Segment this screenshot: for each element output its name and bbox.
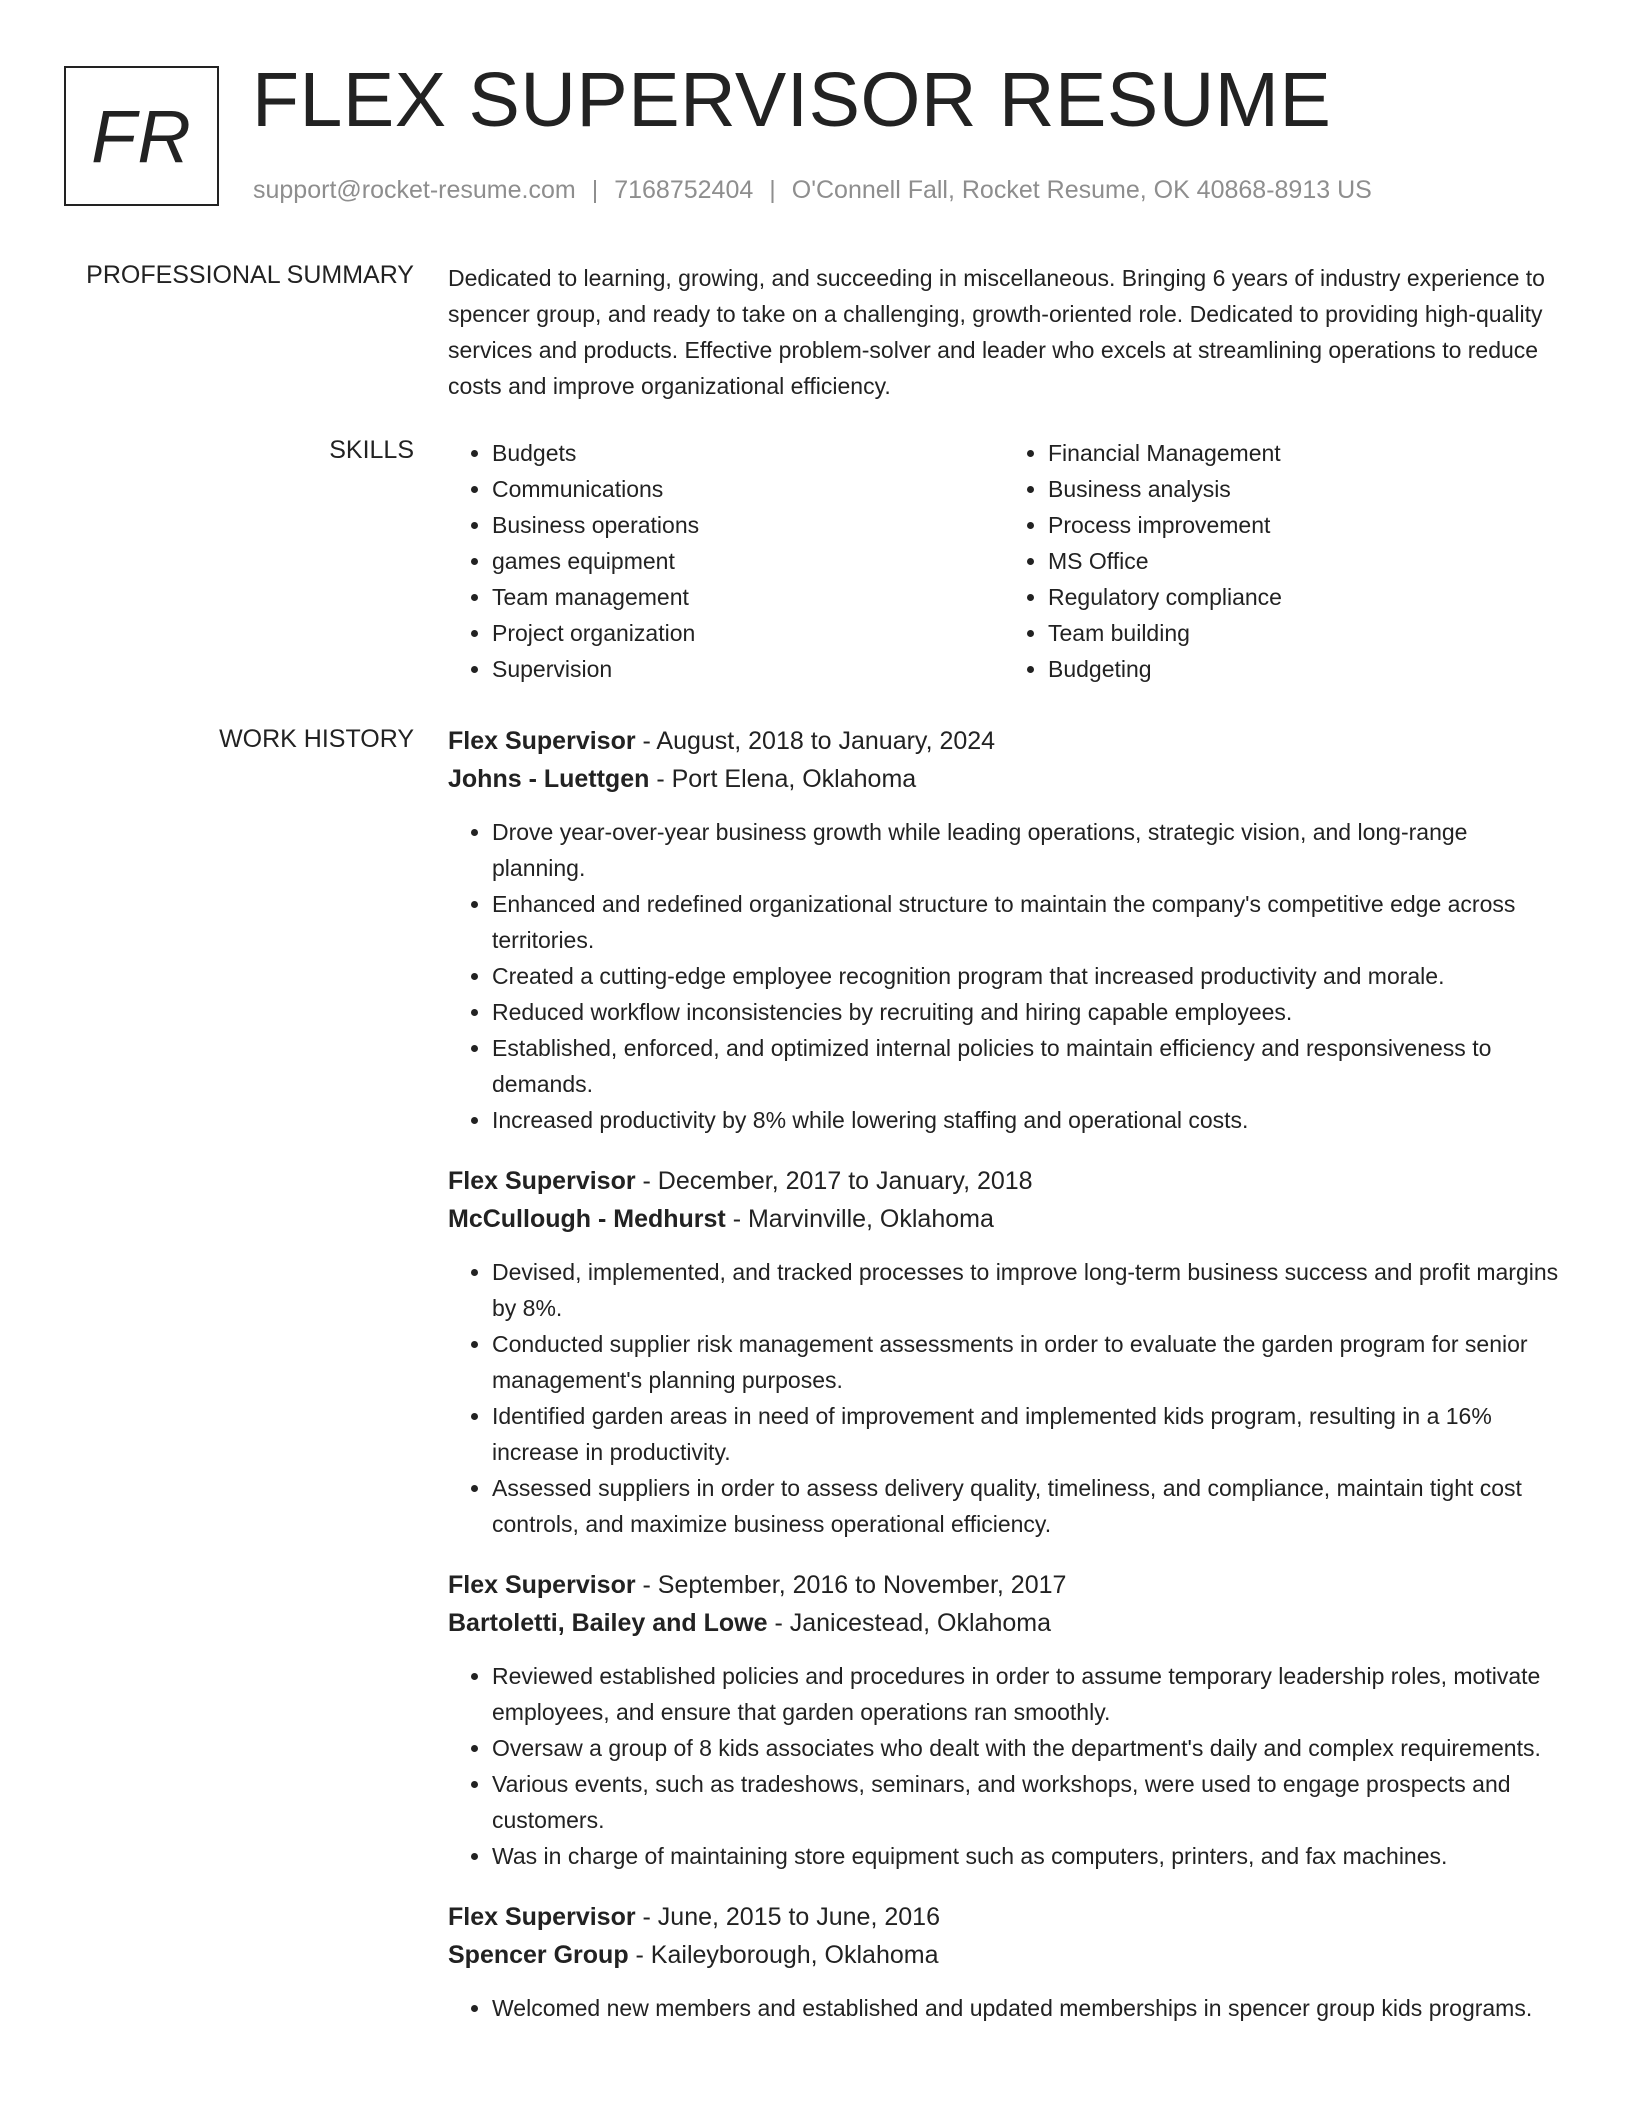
job-bullet: • Established, enforced, and optimized internal policies to maintain efficiency and responsiveness to demands.: [492, 1030, 1560, 1102]
skill-item: • Business analysis: [1048, 471, 1560, 507]
job-dates: - June, 2015 to June, 2016: [635, 1903, 940, 1931]
job-bullets: [448, 1990, 1560, 2026]
job-dates: - December, 2017 to January, 2018: [635, 1167, 1033, 1195]
job-entry: [448, 1162, 1560, 1542]
summary-text: Dedicated to learning, growing, and succeeding in miscellaneous. Bringing 6 years of industry experience to spencer group, and ready to take on a challenging, growth-oriented role. Dedicated to providing high-quality services and products. Effective problem-solver and leader who excels at streamlining operations to reduce costs and improve organizational efficiency.: [448, 265, 1545, 399]
skill-item: • Business operations: [492, 507, 1004, 543]
summary-body: [448, 260, 1560, 404]
monogram-initials: FR: [91, 94, 192, 178]
job-title: Flex Supervisor: [448, 1167, 636, 1195]
job-company: Bartoletti, Bailey and Lowe: [448, 1609, 768, 1637]
job-bullet: • Identified garden areas in need of improvement and implemented kids program, resulting in a 16% increase in productivity.: [492, 1398, 1560, 1470]
job-bullet: • Reviewed established policies and procedures in order to assume temporary leadership roles, motivate employees, and ensure that garden operations ran smoothly.: [492, 1658, 1560, 1730]
job-bullets: [448, 814, 1560, 1138]
job-location: - Kaileyborough, Oklahoma: [628, 1941, 939, 1969]
skill-item: • Budgets: [492, 435, 1004, 471]
job-bullet: • Welcomed new members and established and updated memberships in spencer group kids programs.: [492, 1990, 1560, 2026]
work-history-body: [448, 722, 1560, 2050]
job-company-line: [448, 1200, 1560, 1238]
job-company-line: [448, 760, 1560, 798]
work-history-heading: WORK HISTORY: [219, 725, 414, 753]
job-bullets: [448, 1658, 1560, 1874]
skill-item: • Regulatory compliance: [1048, 579, 1560, 615]
contact-email[interactable]: support@rocket-resume.com: [253, 176, 576, 204]
job-location: - Port Elena, Oklahoma: [649, 765, 917, 793]
skills-body: [448, 435, 1560, 687]
job-title: Flex Supervisor: [448, 727, 636, 755]
job-bullet: • Devised, implemented, and tracked processes to improve long-term business success and profit margins by 8%.: [492, 1254, 1560, 1326]
resume-title: FLEX SUPERVISOR RESUME: [252, 57, 1332, 143]
contact-separator: |: [769, 176, 776, 204]
job-company: McCullough - Medhurst: [448, 1205, 726, 1233]
job-title-line: [448, 722, 1560, 760]
skill-item: • Team building: [1048, 615, 1560, 651]
skill-item: • Budgeting: [1048, 651, 1560, 687]
job-company: Spencer Group: [448, 1941, 629, 1969]
skills-list-left: [448, 435, 1004, 687]
skill-item: • MS Office: [1048, 543, 1560, 579]
job-bullet: • Oversaw a group of 8 kids associates who dealt with the department's daily and complex requirements.: [492, 1730, 1560, 1766]
job-bullet: • Increased productivity by 8% while lowering staffing and operational costs.: [492, 1102, 1560, 1138]
contact-separator: |: [591, 176, 599, 204]
summary-heading: PROFESSIONAL SUMMARY: [86, 261, 414, 289]
skill-item: • Supervision: [492, 651, 1004, 687]
skills-columns: [448, 435, 1560, 687]
job-title: Flex Supervisor: [448, 1903, 636, 1931]
job-bullet: • Enhanced and redefined organizational structure to maintain the company's competitive edge across territories.: [492, 886, 1560, 958]
job-bullet: • Various events, such as tradeshows, seminars, and workshops, were used to engage prospects and customers.: [492, 1766, 1560, 1838]
job-title: Flex Supervisor: [448, 1571, 636, 1599]
job-location: - Marvinville, Oklahoma: [725, 1205, 994, 1233]
contact-address: O'Connell Fall, Rocket Resume, OK 40868-8913 US: [791, 176, 1372, 204]
job-title-line: [448, 1898, 1560, 1936]
skill-item: • Team management: [492, 579, 1004, 615]
skill-item: • Project organization: [492, 615, 1004, 651]
job-company-line: [448, 1604, 1560, 1642]
job-title-line: [448, 1566, 1560, 1604]
job-bullet: • Created a cutting-edge employee recognition program that increased productivity and morale.: [492, 958, 1560, 994]
job-bullet: • Conducted supplier risk management assessments in order to evaluate the garden program for senior management's planning purposes.: [492, 1326, 1560, 1398]
job-dates: - September, 2016 to November, 2017: [635, 1571, 1067, 1599]
job-dates: - August, 2018 to January, 2024: [635, 727, 996, 755]
job-bullet: • Assessed suppliers in order to assess delivery quality, timeliness, and compliance, maintain tight cost controls, and maximize business operational efficiency.: [492, 1470, 1560, 1542]
skill-item: • Financial Management: [1048, 435, 1560, 471]
job-entry: [448, 722, 1560, 1138]
job-entry: [448, 1566, 1560, 1874]
skill-item: • games equipment: [492, 543, 1004, 579]
skills-heading: SKILLS: [329, 436, 414, 464]
job-company-line: [448, 1936, 1560, 1974]
skill-item: • Process improvement: [1048, 507, 1560, 543]
job-entry: [448, 1898, 1560, 2026]
skills-list-right: [1004, 435, 1560, 687]
job-bullet: • Drove year-over-year business growth while leading operations, strategic vision, and long-range planning.: [492, 814, 1560, 886]
job-bullet: • Reduced workflow inconsistencies by recruiting and hiring capable employees.: [492, 994, 1560, 1030]
job-location: - Janicestead, Oklahoma: [767, 1609, 1051, 1637]
monogram-box: [64, 66, 219, 206]
job-title-line: [448, 1162, 1560, 1200]
skill-item: • Communications: [492, 471, 1004, 507]
job-bullet: • Was in charge of maintaining store equipment such as computers, printers, and fax machines.: [492, 1838, 1560, 1874]
job-bullets: [448, 1254, 1560, 1542]
contact-phone[interactable]: 7168752404: [614, 176, 754, 204]
job-company: Johns - Luettgen: [448, 765, 650, 793]
contact-line: [253, 174, 1372, 207]
